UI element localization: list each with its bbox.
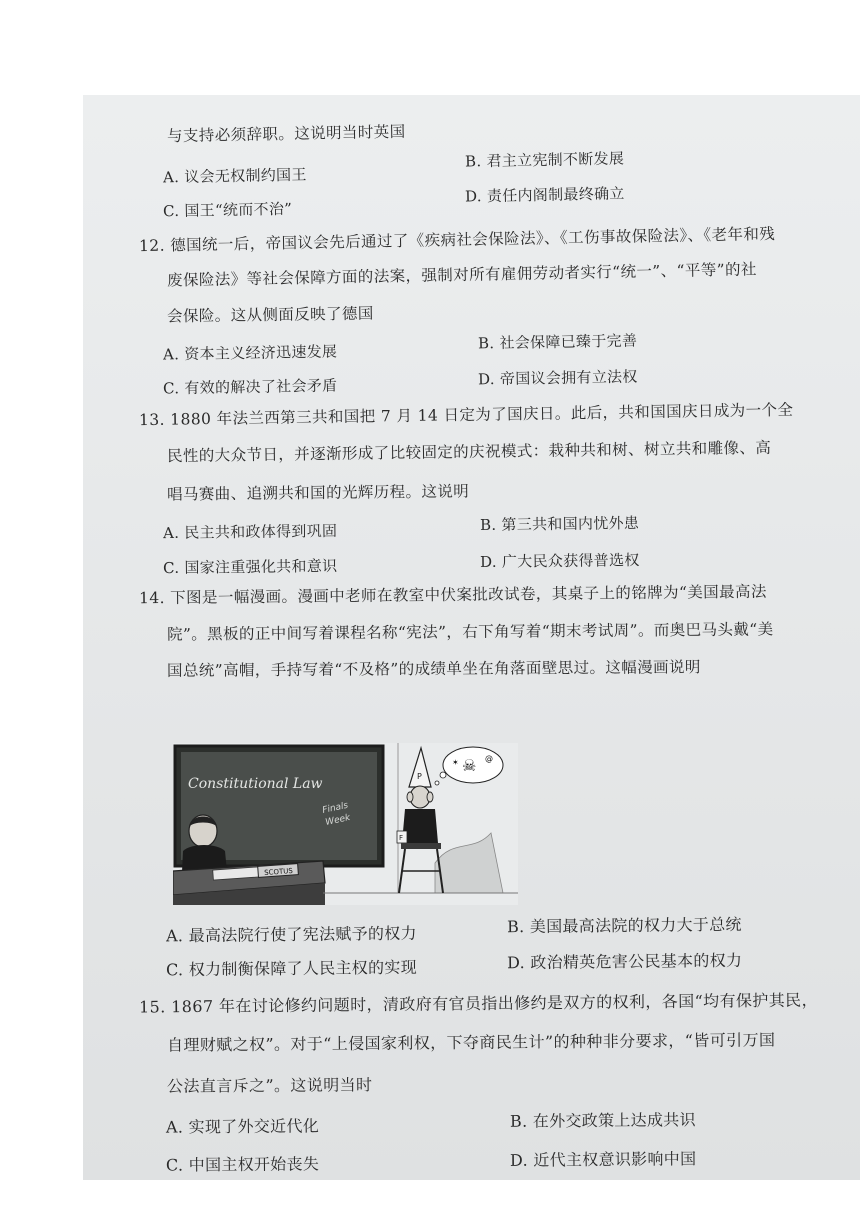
q12-stem-line-2: 废保险法》等社会保障方面的法案，强制对所有雇佣劳动者实行“统一”、“平等”的社 [166, 260, 757, 290]
q14-option-a: A. 最高法院行使了宪法赋予的权力 [165, 923, 417, 946]
q12-option-d: D. 帝国议会拥有立法权 [477, 367, 638, 389]
q14-option-b: B. 美国最高法院的权力大于总统 [506, 914, 742, 937]
cartoon-drawing [173, 743, 518, 905]
q14-stem-line-2: 院”。黑板的正中间写着课程名称“宪法”，右下角写着“期末考试周”。而奥巴马头戴“美 [166, 620, 774, 644]
q11-option-d: D. 责任内阁制最终确立 [464, 184, 625, 206]
skull-icon: ☠ [462, 756, 477, 775]
q15-stem-line-2: 自理财赋之权”。对于“上侵国家利权，下夺商民生计”的种种非分要求，“皆可引万国 [166, 1030, 776, 1055]
q15-stem-line-1: 15. 1867 年在讨论修约问题时，清政府有官员指出修约是双方的权利，各国“均有保护其民， [138, 990, 819, 1017]
q13-stem-line-3: 唱马赛曲、追溯共和国的光辉历程。这说明 [166, 482, 470, 504]
q13-option-d: D. 广大民众获得普选权 [479, 551, 640, 571]
q15-option-c: C. 中国主权开始丧失 [165, 1154, 320, 1175]
board-note-week: Week [324, 812, 352, 828]
board-note-finals: Finals [321, 800, 350, 816]
spark-icon: ✶ [452, 758, 459, 767]
cap-letter: P [417, 772, 422, 781]
spiral-icon: @ [485, 754, 493, 763]
report-card-letter: F [399, 834, 404, 842]
q12-stem-line-1: 12. 德国统一后，帝国议会先后通过了《疾病社会保险法》、《工伤事故保险法》、《老年和残 [138, 224, 776, 256]
q11-option-a: A. 议会无权制约国王 [162, 165, 307, 187]
nameplate: SCOTUS [263, 866, 294, 877]
q13-option-c: C. 国家注重强化共和意识 [162, 556, 338, 578]
q12-stem-line-3: 会保险。这从侧面反映了德国 [166, 304, 374, 326]
q13-option-a: A. 民主共和政体得到巩固 [162, 521, 338, 543]
q13-stem-line-1: 13. 1880 年法兰西第三共和国把 7 月 14 日定为了国庆日。此后，共和国国庆日成为一个全 [138, 400, 794, 430]
q14-option-c: C. 权力制衡保障了人民主权的实现 [165, 957, 418, 980]
q12-option-c: C. 有效的解决了社会矛盾 [162, 376, 338, 398]
q15-option-d: D. 近代主权意识影响中国 [509, 1149, 697, 1170]
q11-option-b: B. 君主立宪制不断发展 [464, 149, 625, 171]
q13-option-b: B. 第三共和国内忧外患 [479, 514, 640, 534]
q13-stem-line-2: 民性的大众节日，并逐渐形成了比较固定的庆祝模式：栽种共和树、树立共和雕像、高 [166, 438, 772, 466]
q12-option-b: B. 社会保障已臻于完善 [477, 331, 638, 353]
q15-option-b: B. 在外交政策上达成共识 [509, 1110, 696, 1131]
q14-option-d: D. 政治精英危害公民基本的权力 [506, 950, 743, 973]
q11-option-c: C. 国王“统而不治” [162, 199, 293, 221]
q15-stem-line-3: 公法直言斥之”。这说明当时 [166, 1075, 373, 1096]
q14-stem-line-3: 国总统”高帽，手持写着“不及格”的成绩单坐在角落面壁思过。这幅漫画说明 [166, 658, 701, 680]
q12-option-a: A. 资本主义经济迅速发展 [162, 342, 338, 364]
q14-stem-line-1: 14. 下图是一幅漫画。漫画中老师在教室中伏案批改试卷，其桌子上的铭牌为“美国最高法 [138, 582, 767, 608]
q15-option-a: A. 实现了外交近代化 [165, 1116, 320, 1137]
board-title: Constitutional Law [188, 776, 323, 792]
q11-stem-tail: 与支持必须辞职。这说明当时英国 [166, 122, 406, 146]
cartoon-image [173, 743, 518, 905]
